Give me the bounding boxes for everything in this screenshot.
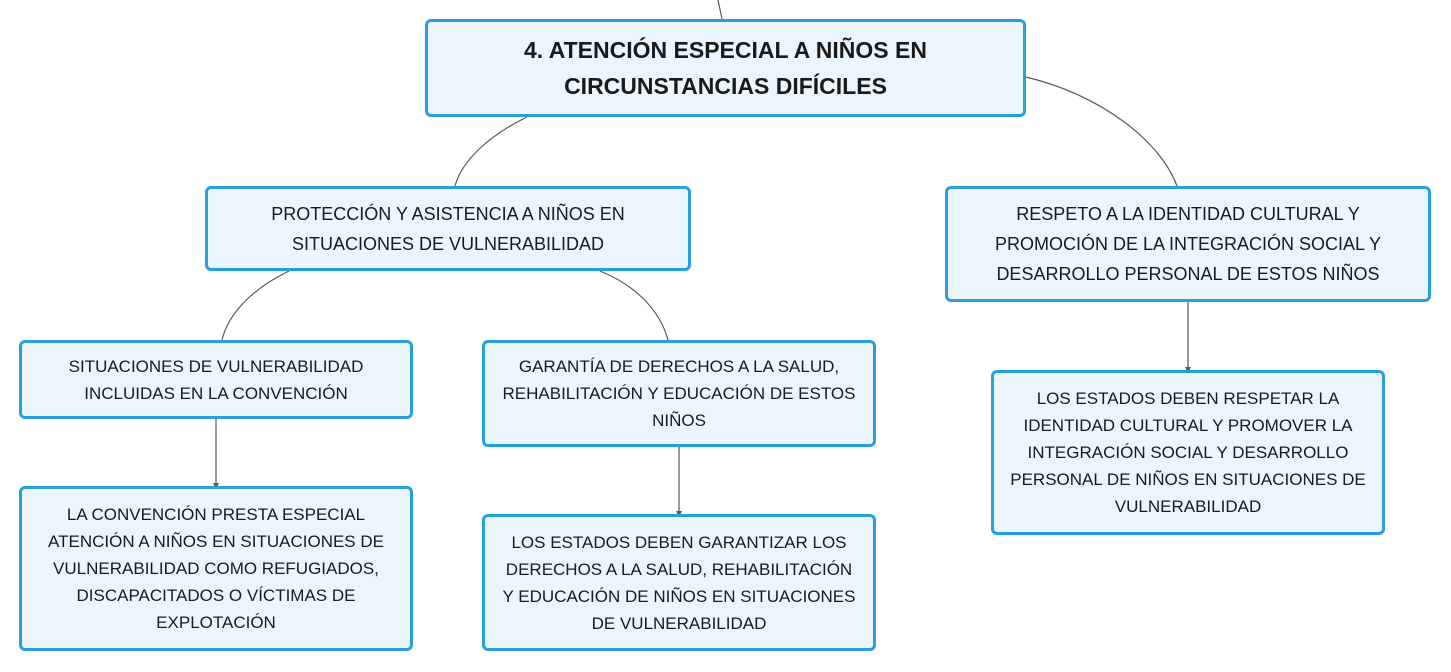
leaf-node-states-respect-text: LOS ESTADOS DEBEN RESPETAR LA IDENTIDAD CULTURAL Y PROMOVER LA INTEGRACIÓN SOCIAL Y DESARROLLO PERSONAL DE NIÑOS EN SITUACIONES DE VULNERABILIDAD [1010, 389, 1366, 516]
sub-node-vulnerability-situations[interactable] [19, 340, 413, 419]
sub-node-rights-guarantee[interactable] [482, 340, 876, 447]
leaf-node-states-guarantee-text: LOS ESTADOS DEBEN GARANTIZAR LOS DERECHOS A LA SALUD, REHABILITACIÓN Y EDUCACIÓN DE NIÑOS EN SITUACIONES DE VULNERABILIDAD [502, 532, 856, 633]
edge-left-vulnerability [222, 271, 289, 340]
edge-left-rights [600, 271, 668, 340]
leaf-node-convention-attention-text: LA CONVENCIÓN PRESTA ESPECIAL ATENCIÓN A NIÑOS EN SITUACIONES DE VULNERABILIDAD COMO REFUGIADOS, DISCAPACITADOS O VÍCTIMAS DE EXPLOTACIÓN [48, 505, 384, 632]
sub-node-vulnerability-situations-text: SITUACIONES DE VULNERABILIDAD INCLUIDAS EN LA CONVENCIÓN [68, 356, 364, 403]
edge-root-left-branch [455, 117, 527, 186]
root-node[interactable] [425, 19, 1026, 117]
branch-node-cultural-identity[interactable] [945, 186, 1431, 302]
leaf-node-states-respect[interactable] [991, 370, 1385, 535]
edge-incoming-root [718, 0, 722, 19]
leaf-node-states-guarantee[interactable] [482, 514, 876, 651]
branch-node-protection-text: PROTECCIÓN Y ASISTENCIA A NIÑOS EN SITUACIONES DE VULNERABILIDAD [271, 203, 625, 254]
branch-node-protection[interactable] [205, 186, 691, 271]
root-node-text: 4. ATENCIÓN ESPECIAL A NIÑOS EN CIRCUNSTANCIAS DIFÍCILES [524, 37, 927, 99]
leaf-node-convention-attention[interactable] [19, 486, 413, 651]
edge-root-right-branch [1026, 77, 1177, 186]
branch-node-cultural-identity-text: RESPETO A LA IDENTIDAD CULTURAL Y PROMOCIÓN DE LA INTEGRACIÓN SOCIAL Y DESARROLLO PERSONAL DE ESTOS NIÑOS [994, 204, 1382, 284]
sub-node-rights-guarantee-text: GARANTÍA DE DERECHOS A LA SALUD, REHABILITACIÓN Y EDUCACIÓN DE ESTOS NIÑOS [502, 357, 856, 430]
